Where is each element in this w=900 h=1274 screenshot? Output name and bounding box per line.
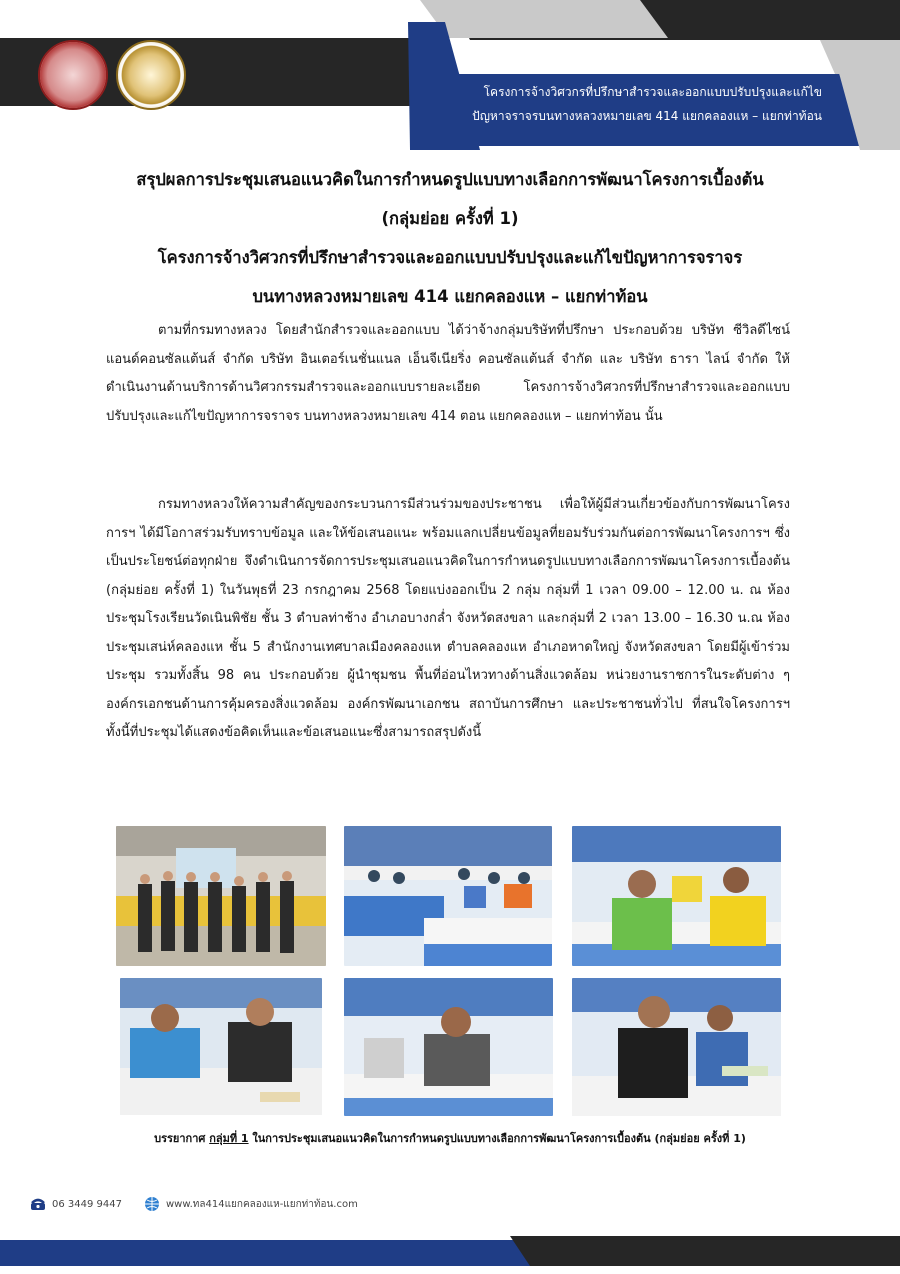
page-footer bbox=[30, 1196, 358, 1212]
paragraph-details: กรมทางหลวงให้ความสำคัญของกระบวนการมีส่วนร่วมของประชาชน เพื่อให้ผู้มีส่วนเกี่ยวข้องกับการพัฒนาโครงการฯ ได้มีโอกาสร่วมรับทราบข้อมูล และให้ข้อเสนอแนะ พร้อมแลกเปลี่ยนข้อมูลที่ยอมรับร่วมกันต่อการพัฒนาโครงการฯ ซึ่งเป็นประโยชน์ต่อทุกฝ่าย จึงดำเนินการจัดการประชุมเสนอแนวคิดในการกำหนดรูปแบบทางเลือกการพัฒนาโครงการเบื้องต้น (กลุ่มย่อย ครั้งที่ 1) ในวันพุธที่ 23 กรกฎาคม 2568 โดยแบ่งออกเป็น 2 กลุ่ม กลุ่มที่ 1 เวลา 09.00 – 12.00 น. ณ ห้องประชุมโรงเรียนวัดเนินพิชัย ชั้น 3 ตำบลท่าช้าง อำเภอบางกล่ำ จังหวัดสงขลา และกลุ่มที่ 2 เวลา 13.00 – 16.30 น.ณ ห้องประชุมเสน่ห์คลองแห ชั้น 5 สำนักงานเทศบาลเมืองคลองแห ตำบลคลองแห อำเภอหาดใหญ่ จังหวัดสงขลา โดยมีผู้เข้าร่วมประชุม รวมทั้งสิ้น 98 คน ประกอบด้วย ผู้นำชุมชน พื้นที่อ่อนไหวทางด้านสิ่งแวดล้อม หน่วยงานราชการในระดับต่าง ๆ องค์กรเอกชนด้านการคุ้มครองสิ่งแวดล้อม องค์กรพัฒนาเอกชน สถาบันการศึกษา และประชาชนทั่วไป ที่สนใจโครงการฯ ทั้งนี้ที่ประชุมได้แสดงข้อคิดเห็นและข้อเสนอแนะซึ่งสามารถสรุปดังนี้ bbox=[106, 497, 790, 740]
title-line-2: (กลุ่มย่อย ครั้งที่ 1) bbox=[381, 209, 519, 228]
header-project-line2: ปัญหาจราจรบนทางหลวงหมายเลข 414 แยกคลองแห – แยกท่าท้อน bbox=[472, 109, 822, 123]
footer-website[interactable]: www.ทล414แยกคลองแห-แยกท่าท้อน.com bbox=[165, 1198, 358, 1210]
photo-speaker-woman bbox=[120, 978, 322, 1115]
photo-speaker-man bbox=[344, 978, 553, 1116]
photo-participants bbox=[572, 826, 781, 966]
caption-group-label: กลุ่มที่ 1 bbox=[209, 1132, 249, 1145]
photo-meeting-room bbox=[344, 826, 552, 966]
document-title bbox=[40, 160, 860, 316]
department-seal-logo bbox=[38, 40, 108, 110]
paragraph-intro: ตามที่กรมทางหลวง โดยสำนักสำรวจและออกแบบ ได้ว่าจ้างกลุ่มบริษัทที่ปรึกษา ประกอบด้วย บริษัท ซีวิลดีไซน์แอนด์คอนซัลแต้นส์ จำกัด บริษัท อินเตอร์เนชั่นแนล เอ็นจีเนียริ่ง คอนซัลแต้นส์ จำกัด และ บริษัท ธารา ไลน์ จำกัด ให้ดำเนินงานด้านบริการด้านวิศวกรรมสำรวจและออกแบบรายละเอียด โครงการจ้างวิศวกรที่ปรึกษาสำรวจและออกแบบปรับปรุงและแก้ไขปัญหาการจราจร บนทางหลวงหมายเลข 414 ตอน แยกคลองแห – แยกท่าท้อน นั้น bbox=[106, 323, 790, 424]
title-line-1: สรุปผลการประชุมเสนอแนวคิดในการกำหนดรูปแบบทางเลือกการพัฒนาโครงการเบื้องต้น bbox=[136, 170, 764, 189]
title-line-4: บนทางหลวงหมายเลข 414 แยกคลองแห – แยกท่าท้อน bbox=[252, 287, 648, 306]
photo-caption bbox=[60, 1129, 840, 1147]
footer-phone: 06 3449 9447 bbox=[52, 1198, 122, 1210]
highway-department-logo bbox=[116, 40, 186, 110]
globe-icon bbox=[144, 1196, 160, 1212]
photo-discussion bbox=[572, 978, 781, 1116]
caption-prefix: บรรยากาศ bbox=[154, 1132, 210, 1145]
caption-suffix: ในการประชุมเสนอแนวคิดในการกำหนดรูปแบบทางเลือกการพัฒนาโครงการเบื้องต้น (กลุ่มย่อย ครั้งที่ 1) bbox=[248, 1132, 746, 1145]
title-line-3: โครงการจ้างวิศวกรที่ปรึกษาสำรวจและออกแบบปรับปรุงและแก้ไขปัญหาการจราจร bbox=[157, 248, 743, 267]
phone-icon bbox=[30, 1196, 46, 1212]
footer-bars bbox=[0, 1236, 900, 1274]
photo-group-photo bbox=[116, 826, 326, 966]
page-header bbox=[0, 0, 900, 150]
header-project-name bbox=[402, 80, 822, 128]
header-project-line1: โครงการจ้างวิศวกรที่ปรึกษาสำรวจและออกแบบปรับปรุงและแก้ไข bbox=[483, 85, 822, 99]
